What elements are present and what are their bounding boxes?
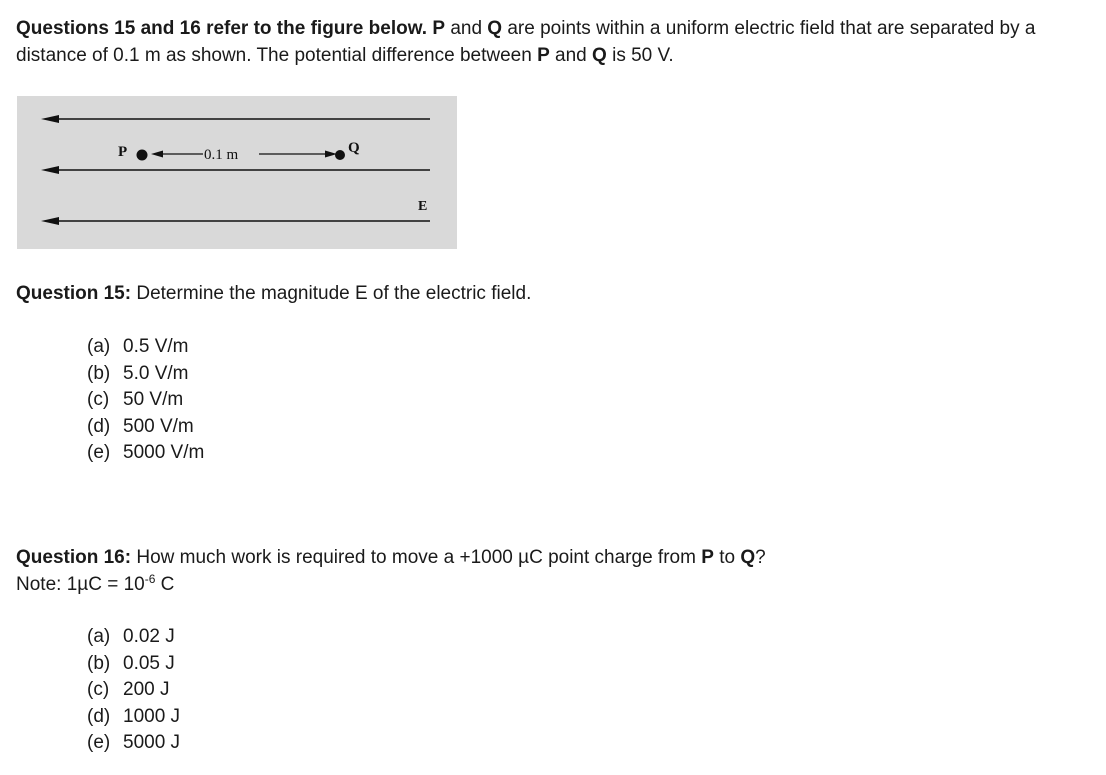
note-exponent: -6: [144, 572, 156, 586]
option-letter: (a): [87, 336, 111, 357]
intro-lead: Questions 15 and 16 refer to the figure below.: [16, 18, 428, 39]
point-q-ref: Q: [740, 547, 756, 568]
answer-option[interactable]: [87, 440, 204, 467]
question-16-heading: Question 16:: [16, 547, 132, 568]
question-mark: ?: [755, 547, 766, 568]
field-label: E: [418, 199, 428, 214]
option-text: 5.0 V/m: [123, 362, 189, 384]
option-text: 0.05 J: [123, 652, 175, 674]
point-p-ref: P: [701, 547, 714, 568]
question-16-line: [16, 544, 1016, 571]
distance-arrowhead-left: [151, 151, 163, 158]
question-16-options: [87, 624, 180, 757]
point-p: [137, 150, 148, 161]
option-letter: (a): [87, 626, 111, 647]
question-15-heading: Question 15:: [16, 283, 132, 304]
answer-option[interactable]: [87, 414, 204, 441]
field-arrowhead: [41, 166, 59, 174]
intro-paragraph: [16, 15, 1101, 69]
answer-option[interactable]: [87, 361, 204, 388]
option-text: 0.5 V/m: [123, 336, 189, 357]
point-p-ref: P: [432, 18, 446, 39]
option-letter: (e): [87, 442, 111, 463]
option-text: 200 J: [123, 679, 170, 700]
option-text: 0.02 J: [123, 626, 175, 647]
note-suffix: C: [160, 574, 175, 595]
intro-and: and: [555, 45, 587, 66]
option-text: 50 V/m: [123, 389, 184, 410]
option-text: 1000 J: [123, 705, 181, 727]
point-q-ref: Q: [592, 45, 607, 66]
field-arrowhead: [41, 217, 59, 225]
intro-and: and: [450, 18, 483, 39]
question-16-note: [16, 571, 1016, 598]
option-letter: (c): [87, 389, 110, 410]
point-p-ref: P: [537, 45, 550, 66]
answer-option[interactable]: [87, 334, 204, 361]
option-letter: (d): [87, 705, 111, 727]
point-p-label: P: [118, 144, 128, 160]
question-15-text: Determine the magnitude E of the electric field.: [136, 283, 532, 304]
option-letter: (c): [87, 679, 110, 700]
question-16-text: How much work is required to move a +1000 µC point charge from: [136, 547, 696, 568]
point-q-ref: Q: [487, 18, 503, 39]
answer-option[interactable]: [87, 624, 180, 651]
note-prefix: Note: 1µC = 10: [16, 574, 145, 595]
answer-option[interactable]: [87, 651, 180, 678]
option-letter: (b): [87, 362, 111, 384]
point-q-label: Q: [348, 140, 360, 156]
answer-option[interactable]: [87, 704, 180, 731]
option-text: 5000 V/m: [123, 442, 205, 463]
question-16: [16, 544, 1016, 598]
answer-option[interactable]: [87, 677, 180, 704]
question-16-to: to: [719, 547, 736, 568]
field-lines: [41, 115, 430, 225]
option-letter: (b): [87, 652, 111, 674]
answer-option[interactable]: [87, 387, 204, 414]
option-text: 5000 J: [123, 732, 181, 753]
question-15: [16, 280, 1016, 307]
field-arrowhead: [41, 115, 59, 123]
option-letter: (e): [87, 732, 111, 753]
answer-option[interactable]: [87, 730, 180, 757]
point-q: [335, 150, 345, 160]
option-letter: (d): [87, 415, 111, 437]
distance-label: 0.1 m: [204, 147, 239, 163]
intro-rest: are points within a uniform electric field that are separated by a distance of 0.1 m as shown. The potential difference between: [16, 18, 1036, 66]
question-15-options: [87, 334, 204, 467]
intro-end: is 50 V.: [612, 45, 674, 66]
option-text: 500 V/m: [123, 415, 194, 437]
field-diagram: [17, 96, 457, 249]
electric-field-figure: [17, 96, 457, 249]
